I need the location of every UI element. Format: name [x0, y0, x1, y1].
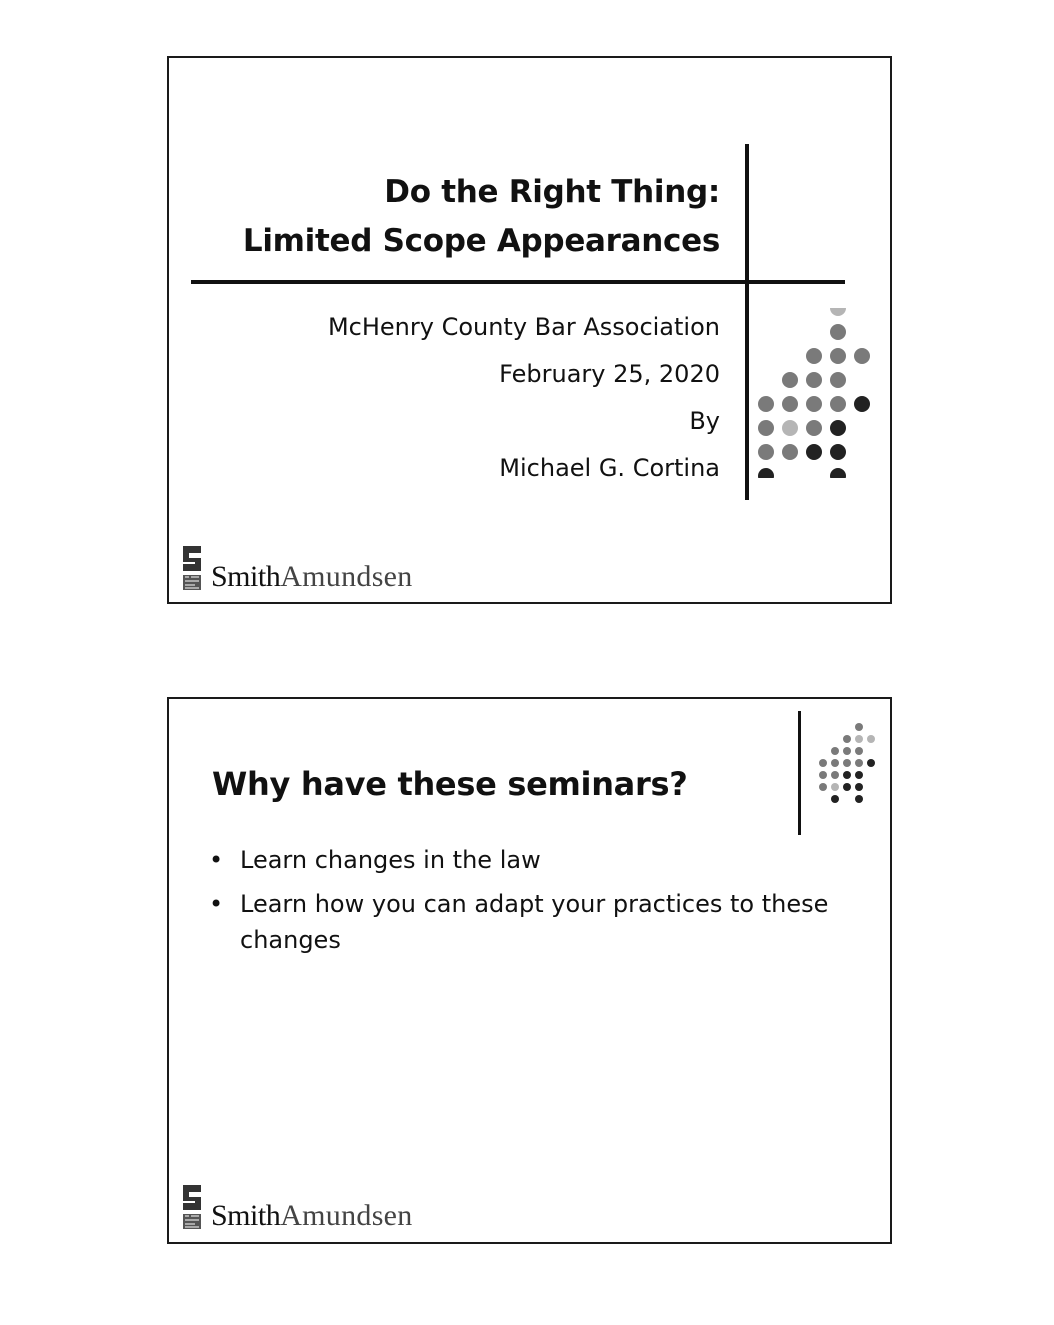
- pattern-dot: [830, 420, 846, 436]
- pattern-dot: [867, 735, 875, 743]
- pattern-dot: [806, 348, 822, 364]
- pattern-dot: [831, 747, 839, 755]
- bullet-text: Learn how you can adapt your practices to these changes: [240, 890, 829, 954]
- pattern-dot: [758, 468, 774, 478]
- pattern-dot: [855, 747, 863, 755]
- bullet-item: [209, 842, 849, 878]
- pattern-dot: [855, 723, 863, 731]
- pattern-dot: [855, 735, 863, 743]
- subtitle-by: By: [689, 407, 720, 435]
- pattern-dot: [831, 759, 839, 767]
- pattern-dot: [843, 759, 851, 767]
- pattern-dot: [843, 771, 851, 779]
- subtitle-author: Michael G. Cortina: [499, 454, 720, 482]
- bullet-item: [209, 886, 849, 958]
- pattern-dot: [830, 348, 846, 364]
- pattern-dot: [855, 759, 863, 767]
- pattern-dot: [855, 795, 863, 803]
- pattern-dot: [819, 783, 827, 791]
- pattern-dot: [830, 468, 846, 478]
- title-line-1: Do the Right Thing:: [384, 174, 720, 210]
- pattern-dot: [806, 420, 822, 436]
- dot-pattern-decoration: [807, 721, 887, 817]
- logo-wordmark: SmithAmundsen: [211, 560, 413, 593]
- pattern-dot: [830, 324, 846, 340]
- pattern-dot: [831, 771, 839, 779]
- subtitle-date: February 25, 2020: [499, 360, 720, 388]
- bullet-dot: •: [209, 890, 224, 918]
- bullet-dot: •: [209, 846, 224, 874]
- pattern-dot: [867, 759, 875, 767]
- slide-subtitle: [328, 304, 720, 492]
- pattern-dot: [855, 771, 863, 779]
- slide-heading: Why have these seminars?: [212, 765, 688, 803]
- pattern-dot: [782, 420, 798, 436]
- vertical-rule: [745, 144, 749, 500]
- pattern-dot: [830, 396, 846, 412]
- dot-pattern-decoration: [754, 308, 884, 478]
- pattern-dot: [782, 444, 798, 460]
- logo-mark-icon: [181, 1183, 203, 1231]
- pattern-dot: [831, 783, 839, 791]
- pattern-dot: [806, 372, 822, 388]
- pattern-dot: [819, 759, 827, 767]
- slide-title: [167, 56, 892, 604]
- pattern-dot: [854, 348, 870, 364]
- pattern-dot: [758, 396, 774, 412]
- bullet-text: Learn changes in the law: [240, 846, 541, 874]
- pattern-dot: [843, 747, 851, 755]
- pattern-dot: [855, 783, 863, 791]
- pattern-dot: [843, 783, 851, 791]
- pattern-dot: [758, 420, 774, 436]
- subtitle-organization: McHenry County Bar Association: [327, 313, 720, 341]
- vertical-rule: [798, 711, 801, 835]
- pattern-dot: [782, 396, 798, 412]
- logo-mark-icon: [181, 544, 203, 592]
- pattern-dot: [830, 444, 846, 460]
- slide-seminar-reasons: [167, 697, 892, 1244]
- pattern-dot: [830, 372, 846, 388]
- firm-logo: [181, 544, 413, 592]
- pattern-dot: [806, 396, 822, 412]
- pattern-dot: [758, 444, 774, 460]
- pattern-dot: [830, 308, 846, 316]
- pattern-dot: [854, 396, 870, 412]
- pattern-dot: [843, 735, 851, 743]
- horizontal-rule: [191, 280, 845, 284]
- title-line-2: Limited Scope Appearances: [242, 223, 720, 259]
- pattern-dot: [806, 444, 822, 460]
- logo-wordmark: SmithAmundsen: [211, 1199, 413, 1232]
- bullet-list: [209, 842, 849, 966]
- pattern-dot: [819, 771, 827, 779]
- firm-logo: [181, 1183, 413, 1231]
- slide-title-heading: [243, 168, 720, 266]
- pattern-dot: [782, 372, 798, 388]
- pattern-dot: [831, 795, 839, 803]
